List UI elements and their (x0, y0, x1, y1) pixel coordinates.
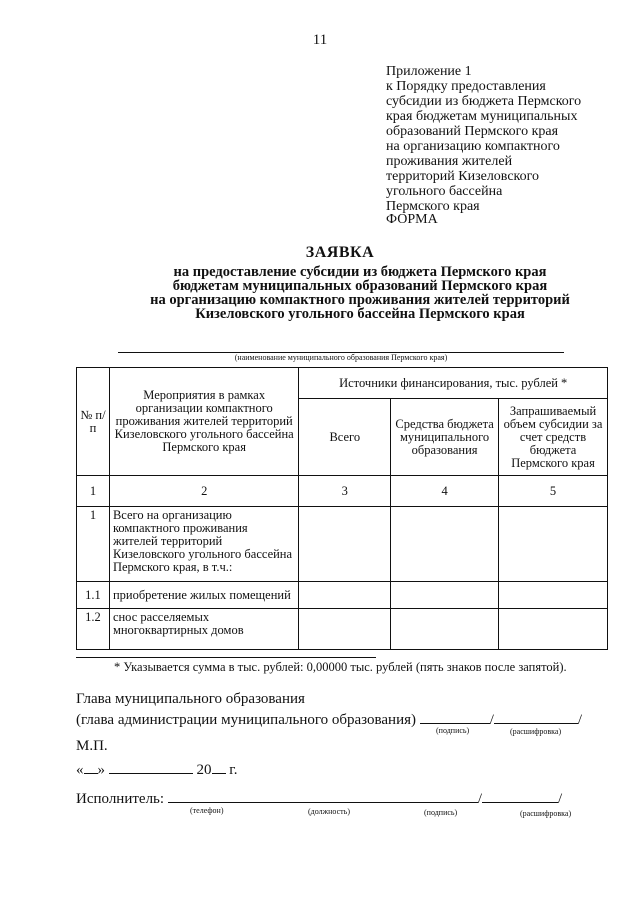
head-sign-field[interactable] (420, 709, 490, 724)
day-field[interactable] (84, 759, 98, 774)
cell-municipal[interactable] (391, 609, 499, 650)
year-field[interactable] (212, 759, 226, 774)
cell-total[interactable] (299, 582, 391, 609)
head-title-paren: (глава администрации муниципального образования) (76, 712, 416, 728)
phone-caption: (телефон) (190, 806, 224, 815)
footnote-divider (76, 657, 376, 658)
executor-decode-caption: (расшифровка) (520, 809, 572, 818)
header-municipal: Средства бюджета муниципального образования (391, 399, 499, 476)
date-line (76, 759, 237, 779)
subtitle-line: на организацию компактного проживания жителей территорий (150, 292, 570, 308)
column-number: 2 (109, 476, 299, 507)
table-row (77, 582, 608, 609)
year-suffix: г. (229, 762, 238, 778)
table-row (77, 507, 608, 582)
appendix-line: Пермского края (386, 199, 480, 214)
row-num: 1.1 (77, 582, 110, 609)
position-caption: (должность) (308, 807, 350, 816)
stamp-label: М.П. (76, 738, 108, 754)
year-prefix: 20 (196, 762, 212, 778)
appendix-line: образований Пермского края (386, 124, 559, 139)
header-total: Всего (299, 399, 391, 476)
executor-label: Исполнитель: (76, 791, 165, 807)
cell-regional[interactable] (499, 507, 608, 582)
document-title: ЗАЯВКА (305, 244, 375, 261)
appendix-line: территорий Кизеловского (386, 169, 540, 184)
executor-details-field[interactable] (168, 788, 478, 803)
municipality-caption: (наименование муниципального образования Пермского края) (234, 353, 448, 362)
subtitle-line: Кизеловского угольного бассейна Пермского края (195, 306, 525, 322)
head-signature-block: Глава муниципального образования (глава администрации муниципального образования) / / (76, 691, 583, 728)
head-title: Глава муниципального образования (76, 691, 305, 707)
subtitle-line: бюджетам муниципальных образований Пермского края (172, 278, 548, 294)
header-regional: Запрашиваемый объем субсидии за счет средств бюджета Пермского края (499, 399, 608, 476)
column-numbers-row (77, 476, 608, 507)
cell-total[interactable] (299, 609, 391, 650)
head-sign-caption: (подпись) (436, 726, 470, 735)
column-number: 1 (77, 476, 110, 507)
row-name: приобретение жилых помещений (109, 582, 299, 609)
row-num: 1 (77, 507, 110, 582)
document-subtitle (60, 265, 640, 321)
column-number: 5 (499, 476, 608, 507)
executor-line: Исполнитель: / / (76, 788, 562, 808)
appendix-line: на организацию компактного (386, 139, 560, 154)
row-name: Всего на организацию компактного проживания жителей территорий Кизеловского угольного бассейна Пермского края, в т.ч.: (109, 507, 299, 582)
form-label: ФОРМА (386, 212, 438, 227)
appendix-line: Приложение 1 (386, 64, 472, 79)
column-number: 4 (391, 476, 499, 507)
funding-table (76, 367, 608, 650)
appendix-line: проживания жителей (386, 154, 513, 169)
row-num: 1.2 (77, 609, 110, 650)
page-number: 11 (312, 32, 328, 48)
head-decode-field[interactable] (494, 709, 578, 724)
appendix-line: к Порядку предоставления (386, 79, 546, 94)
cell-regional[interactable] (499, 582, 608, 609)
column-number: 3 (299, 476, 391, 507)
appendix-line: субсидии из бюджета Пермского (386, 94, 582, 109)
header-activities: Мероприятия в рамках организации компактного проживания жителей территорий Кизеловского угольного бассейна Пермского края (109, 368, 299, 476)
subtitle-line: на предоставление субсидии из бюджета Пермского края (173, 264, 547, 280)
footnote: * Указывается сумма в тыс. рублей: 0,00000 тыс. рублей (пять знаков после запятой). (114, 660, 567, 674)
head-decode-caption: (расшифровка) (510, 727, 562, 736)
header-sources: Источники финансирования, тыс. рублей * (299, 368, 608, 399)
executor-decode-field[interactable] (482, 788, 558, 803)
cell-municipal[interactable] (391, 507, 499, 582)
cell-regional[interactable] (499, 609, 608, 650)
month-field[interactable] (109, 759, 193, 774)
table-row (77, 609, 608, 650)
row-name: снос расселяемых многоквартирных домов (109, 609, 299, 650)
appendix-block (386, 64, 626, 214)
cell-total[interactable] (299, 507, 391, 582)
header-num: № п/п (77, 368, 110, 476)
date-close-quote: » (97, 762, 105, 778)
cell-municipal[interactable] (391, 582, 499, 609)
executor-sign-caption: (подпись) (424, 808, 458, 817)
appendix-line: края бюджетам муниципальных (386, 109, 578, 124)
date-open-quote: « (76, 762, 84, 778)
appendix-line: угольного бассейна (386, 184, 503, 199)
